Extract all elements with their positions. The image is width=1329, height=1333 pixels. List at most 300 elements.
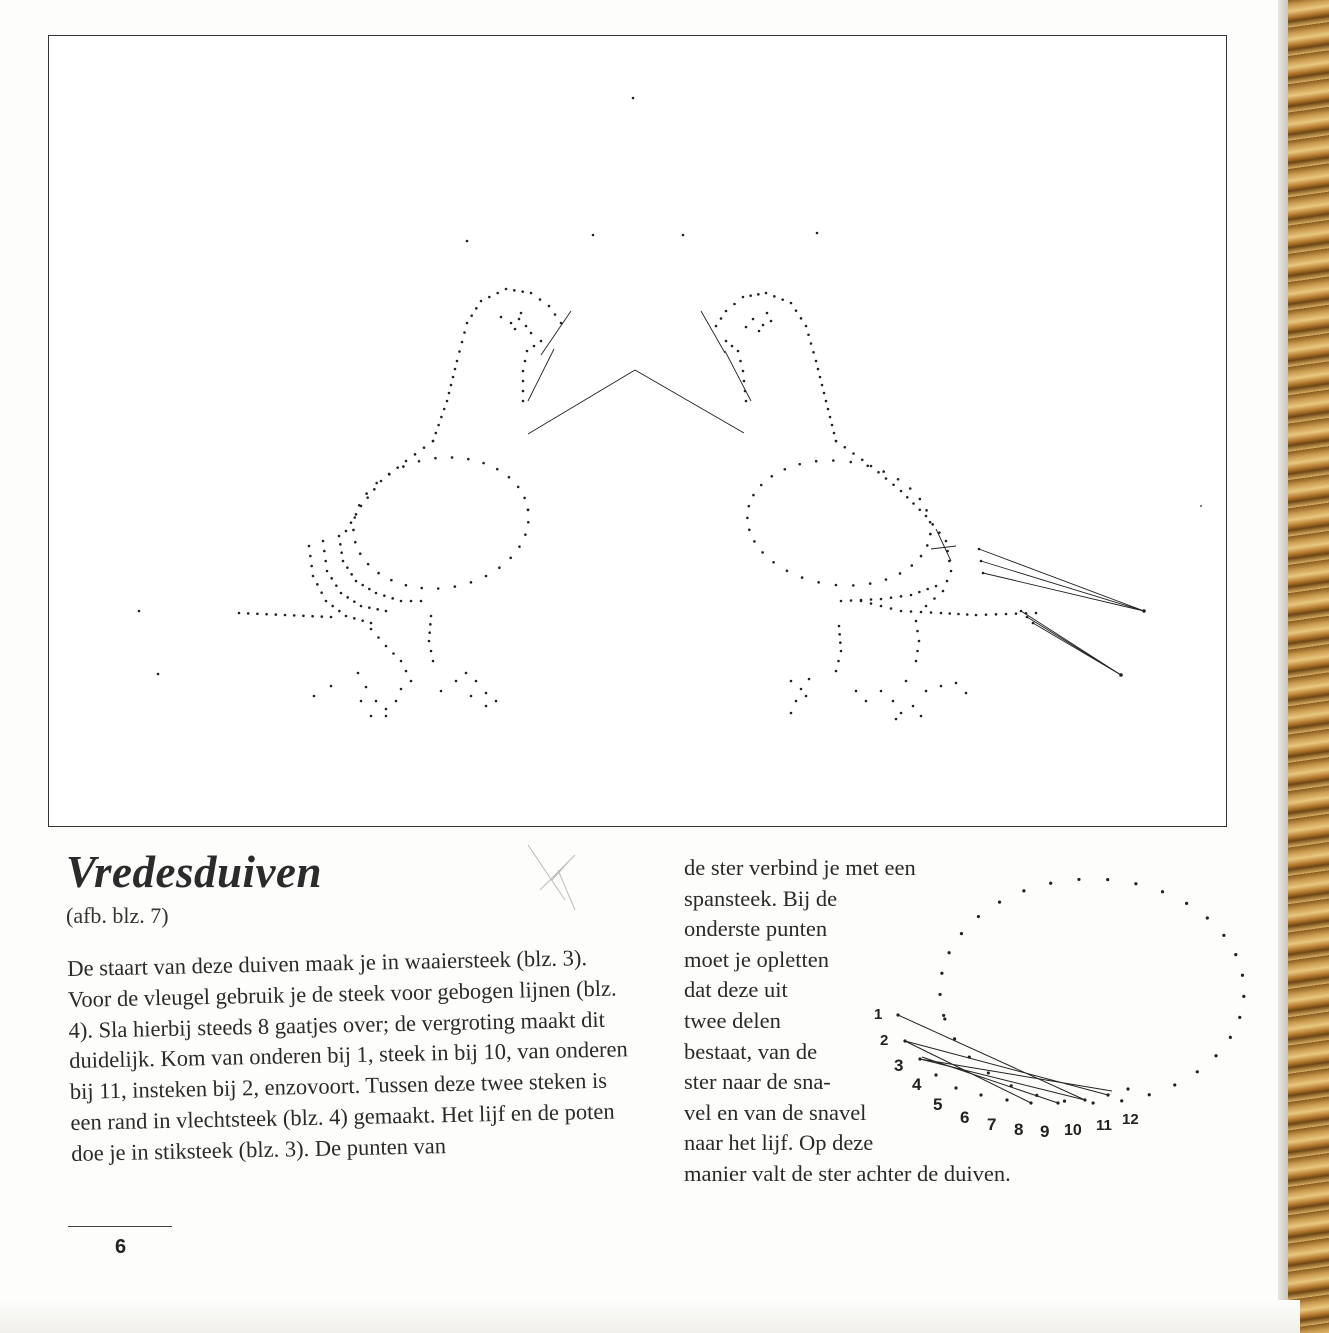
pattern-hole — [747, 505, 750, 508]
pattern-hole — [265, 613, 268, 616]
pattern-hole — [945, 540, 948, 543]
pattern-hole — [925, 509, 928, 512]
pattern-hole — [812, 351, 815, 354]
pattern-hole — [931, 523, 934, 526]
pattern-hole — [338, 610, 341, 613]
pattern-hole — [400, 660, 403, 663]
pattern-hole — [518, 318, 521, 321]
pattern-hole — [355, 580, 358, 583]
hole-number: 2 — [880, 1032, 889, 1049]
pattern-hole — [400, 688, 403, 691]
footer-rule — [68, 1226, 172, 1227]
pattern-hole — [946, 580, 949, 583]
straw-mat-background — [1284, 0, 1329, 1333]
pattern-hole — [330, 616, 333, 619]
pattern-hole — [410, 600, 413, 603]
diagram-hole — [938, 993, 941, 996]
page-bottom-edge — [0, 1300, 1300, 1333]
diagram-hole — [1214, 1054, 1217, 1057]
pattern-hole — [527, 521, 530, 524]
pattern-hole — [843, 446, 846, 449]
pattern-hole — [860, 599, 863, 602]
pattern-hole — [1200, 505, 1202, 507]
pattern-hole — [933, 597, 936, 600]
hole-number: 5 — [933, 1095, 943, 1114]
pattern-hole — [330, 685, 333, 688]
diagram-hole — [903, 1039, 906, 1042]
pattern-hole — [340, 551, 343, 554]
pattern-hole — [456, 360, 459, 363]
pattern-hole — [1032, 622, 1035, 625]
pattern-hole — [752, 494, 755, 497]
continued-line: dat deze uit — [684, 977, 788, 1003]
pattern-hole — [942, 590, 945, 593]
diagram-hole — [918, 1057, 921, 1060]
pattern-hole — [827, 408, 830, 411]
diagram-hole — [1242, 995, 1245, 998]
pattern-hole — [370, 715, 373, 718]
pattern-hole — [965, 692, 968, 695]
pattern-hole — [925, 515, 928, 518]
diagram-hole — [1206, 916, 1209, 919]
pattern-hole — [817, 368, 820, 371]
pattern-hole — [385, 610, 388, 613]
pattern-hole — [520, 312, 523, 315]
pattern-hole — [505, 288, 508, 291]
pattern-hole — [522, 400, 525, 403]
pattern-hole — [720, 317, 723, 320]
pattern-hole — [525, 325, 528, 328]
pattern-hole — [360, 505, 363, 508]
pattern-hole — [911, 564, 914, 567]
pattern-hole — [840, 650, 843, 653]
pattern-hole — [522, 380, 525, 383]
pattern-hole — [238, 612, 241, 615]
pattern-stitch — [725, 351, 751, 401]
pattern-hole — [452, 376, 455, 379]
diagram-hole — [1035, 1094, 1038, 1097]
pattern-hole — [895, 718, 898, 721]
pattern-hole — [783, 468, 786, 471]
pattern-hole — [470, 695, 473, 698]
pattern-hole — [312, 575, 315, 578]
pattern-hole — [870, 598, 873, 601]
pattern-hole — [514, 328, 517, 331]
pattern-hole — [388, 473, 391, 476]
pattern-hole — [437, 587, 440, 590]
diagram-hole — [1063, 1100, 1066, 1103]
pattern-hole — [340, 592, 343, 595]
pattern-hole — [370, 628, 373, 631]
pattern-hole — [752, 318, 755, 321]
diagram-hole — [948, 951, 951, 954]
pattern-hole — [760, 484, 763, 487]
pattern-hole — [508, 476, 511, 479]
hole-number: 9 — [1040, 1122, 1050, 1141]
pattern-hole — [861, 458, 864, 461]
pattern-hole — [761, 551, 764, 554]
pattern-hole — [925, 605, 928, 608]
pattern-hole — [905, 680, 908, 683]
pattern-hole — [770, 475, 773, 478]
diagram-hole — [1049, 882, 1052, 885]
diagram-stitch — [905, 1041, 1031, 1103]
diagram-hole — [1022, 889, 1025, 892]
article-title: Vredesduiven — [66, 847, 323, 897]
diagram-hole — [953, 1037, 956, 1040]
pattern-hole — [455, 680, 458, 683]
pattern-hole — [832, 459, 835, 462]
diagram-hole — [1229, 1036, 1232, 1039]
hole-number: 4 — [912, 1075, 922, 1094]
pattern-hole — [935, 585, 938, 588]
pattern-hole — [773, 295, 776, 298]
pattern-hole — [256, 613, 259, 616]
pattern-stitch — [936, 529, 951, 561]
pattern-hole — [825, 400, 828, 403]
instructions-paragraph: De staart van deze duiven maak je in waaiersteek (blz. 3). Voor de vleugel gebruik je de steek voor gebogen lijnen (blz. 4). Sla hierbij steeds 8 gaatjes over; de vergroting maakt dit duidelijk. Kom van onderen bij 1, steek in bij 10, van onderen bij 11, insteken bij 2, enzovoort. Tussen deze twee steken is een rand in vlechtsteek (blz. 4) gemaakt. Het lijf en de poten doe je in stiksteek (blz. 3). De punten van — [67, 945, 629, 1166]
hole-number: 3 — [894, 1056, 904, 1075]
pattern-hole — [950, 570, 953, 573]
diagram-stitch — [905, 1041, 1108, 1095]
pattern-hole — [800, 317, 803, 320]
pattern-hole — [335, 584, 338, 587]
pattern-hole — [926, 588, 929, 591]
pattern-hole — [485, 705, 488, 708]
pattern-hole — [880, 598, 883, 601]
pattern-hole — [869, 582, 872, 585]
pattern-hole — [346, 596, 349, 599]
pattern-hole — [526, 350, 529, 353]
pattern-hole — [835, 584, 838, 587]
pattern-hole — [435, 432, 438, 435]
pattern-hole — [350, 573, 353, 576]
pattern-hole — [725, 340, 728, 343]
pattern-hole — [762, 324, 765, 327]
pattern-hole — [753, 540, 756, 543]
wing-stitch-diagram — [860, 845, 1260, 1145]
pattern-hole — [855, 690, 858, 693]
pattern-hole — [821, 384, 824, 387]
diagram-hole — [979, 1093, 982, 1096]
pattern-hole — [308, 545, 311, 548]
pattern-hole — [770, 320, 773, 323]
diagram-hole — [960, 932, 963, 935]
pattern-hole — [392, 652, 395, 655]
pattern-stitch — [1033, 623, 1121, 675]
pattern-hole — [345, 615, 348, 618]
pattern-hole — [742, 296, 745, 299]
pattern-hole — [837, 660, 840, 663]
diagram-hole — [954, 1086, 957, 1089]
pattern-hole — [839, 641, 842, 644]
pattern-hole — [985, 613, 988, 616]
pattern-hole — [367, 563, 370, 566]
pattern-hole — [980, 560, 983, 563]
pattern-hole — [524, 360, 527, 363]
pattern-hole — [790, 680, 793, 683]
pattern-hole — [410, 680, 413, 683]
pattern-hole — [414, 453, 417, 456]
pattern-hole — [466, 240, 469, 243]
pattern-stitch — [528, 349, 554, 401]
pattern-hole — [321, 615, 324, 618]
pattern-hole — [521, 290, 524, 293]
pattern-hole — [451, 456, 454, 459]
pattern-hole — [465, 672, 468, 675]
pattern-hole — [833, 432, 836, 435]
pattern-hole — [912, 502, 915, 505]
diagram-hole — [977, 915, 980, 918]
pattern-hole — [385, 708, 388, 711]
pattern-hole — [385, 645, 388, 648]
pattern-hole — [742, 370, 745, 373]
pattern-hole — [539, 298, 542, 301]
pattern-hole — [530, 292, 533, 295]
pattern-hole — [838, 625, 841, 628]
pattern-hole — [829, 416, 832, 419]
pattern-hole — [798, 463, 801, 466]
pattern-hole — [870, 602, 873, 605]
pattern-hole — [909, 487, 912, 490]
pattern-hole — [284, 614, 287, 617]
pattern-stitch — [981, 561, 1144, 611]
pattern-hole — [975, 614, 978, 617]
pattern-hole — [527, 509, 530, 512]
pattern-hole — [743, 380, 746, 383]
pattern-hole — [548, 305, 551, 308]
pattern-hole — [302, 615, 305, 618]
pattern-hole — [454, 368, 457, 371]
pattern-hole — [325, 600, 328, 603]
pattern-hole — [929, 521, 932, 524]
pattern-hole — [899, 572, 902, 575]
hole-number: 1 — [874, 1006, 883, 1023]
pattern-hole — [918, 591, 921, 594]
pattern-hole — [870, 465, 873, 468]
pattern-hole — [835, 670, 838, 673]
diagram-hole — [1106, 1093, 1109, 1096]
pattern-hole — [852, 584, 855, 587]
pattern-hole — [353, 600, 356, 603]
pattern-hole — [746, 517, 749, 520]
pattern-hole — [554, 313, 557, 316]
pattern-hole — [915, 620, 918, 623]
pattern-hole — [737, 350, 740, 353]
pattern-hole — [1026, 616, 1029, 619]
continued-line: ster naar de sna- — [684, 1069, 831, 1095]
pattern-hole — [880, 690, 883, 693]
pattern-hole — [781, 298, 784, 301]
diagram-hole — [1134, 882, 1137, 885]
pattern-hole — [485, 575, 488, 578]
pattern-hole — [920, 611, 923, 614]
diagram-stitch — [920, 1059, 1112, 1091]
pattern-hole — [885, 578, 888, 581]
pattern-hole — [1119, 673, 1123, 677]
pattern-hole — [437, 424, 440, 427]
pattern-hole — [523, 497, 526, 500]
diagram-hole — [1241, 974, 1244, 977]
pattern-hole — [560, 322, 563, 325]
pattern-hole — [359, 552, 362, 555]
pattern-hole — [331, 605, 334, 608]
diagram-hole — [1161, 890, 1164, 893]
pattern-hole — [838, 633, 841, 636]
diagram-hole — [1234, 953, 1237, 956]
pattern-hole — [835, 440, 838, 443]
pattern-hole — [807, 333, 810, 336]
pattern-hole — [500, 316, 503, 319]
pattern-hole — [432, 440, 435, 443]
pattern-hole — [995, 613, 998, 616]
pricking-pattern-frame — [48, 35, 1227, 827]
pattern-hole — [376, 608, 379, 611]
pattern-hole — [345, 530, 348, 533]
pattern-hole — [432, 660, 435, 663]
pattern-hole — [801, 576, 804, 579]
hole-number: 8 — [1014, 1120, 1024, 1139]
pattern-hole — [396, 466, 399, 469]
hole-number: 6 — [960, 1108, 970, 1127]
pattern-hole — [360, 700, 363, 703]
pattern-hole — [966, 613, 969, 616]
pattern-hole — [423, 446, 426, 449]
pattern-hole — [395, 700, 398, 703]
pattern-hole — [920, 555, 923, 558]
pattern-hole — [955, 682, 958, 685]
pattern-hole — [948, 612, 951, 615]
pattern-hole — [744, 390, 747, 393]
pattern-hole — [772, 561, 775, 564]
pattern-hole — [940, 612, 943, 615]
pattern-hole — [370, 622, 373, 625]
pattern-hole — [524, 533, 527, 536]
pattern-hole — [375, 482, 378, 485]
pattern-hole — [470, 314, 473, 317]
pattern-stitch — [635, 370, 744, 433]
pattern-hole — [322, 540, 325, 543]
pattern-hole — [916, 650, 919, 653]
pattern-hole — [448, 392, 451, 395]
pattern-hole — [890, 596, 893, 599]
pattern-hole — [385, 715, 388, 718]
pattern-hole — [463, 331, 466, 334]
hole-number: 11 — [1096, 1117, 1112, 1134]
pattern-hole — [918, 508, 921, 511]
pattern-hole — [926, 544, 929, 547]
pattern-hole — [320, 591, 323, 594]
pattern-hole — [831, 424, 834, 427]
pattern-hole — [912, 705, 915, 708]
pattern-stitch — [528, 370, 635, 434]
pencil-cross-mark — [520, 840, 590, 915]
pattern-hole — [434, 457, 437, 460]
pattern-hole — [498, 566, 501, 569]
article-subtitle: (afb. blz. 7) — [66, 903, 169, 928]
pattern-hole — [739, 360, 742, 363]
pattern-hole — [418, 460, 421, 463]
pattern-hole — [925, 690, 928, 693]
diagram-hole — [942, 1014, 945, 1017]
pattern-hole — [373, 488, 376, 491]
pattern-stitch — [541, 311, 571, 355]
diagram-hole — [1005, 1098, 1008, 1101]
pattern-hole — [138, 610, 141, 613]
pattern-hole — [509, 557, 512, 560]
pattern-hole — [390, 579, 393, 582]
pattern-hole — [919, 498, 922, 501]
pattern-hole — [890, 607, 893, 610]
pattern-hole — [982, 572, 985, 575]
pattern-hole — [309, 555, 312, 558]
pattern-hole — [377, 572, 380, 575]
diagram-hole — [1126, 1087, 1129, 1090]
pattern-hole — [402, 465, 405, 468]
pattern-hole — [786, 570, 789, 573]
continued-line: moet je opletten — [684, 946, 829, 972]
pattern-hole — [682, 234, 685, 237]
pattern-hole — [758, 330, 761, 333]
pattern-hole — [748, 528, 751, 531]
pattern-hole — [355, 513, 358, 516]
pattern-hole — [865, 700, 868, 703]
pattern-hole — [323, 550, 326, 553]
pattern-hole — [810, 342, 813, 345]
diagram-stitch — [898, 1015, 1085, 1100]
pattern-hole — [405, 670, 408, 673]
pattern-hole — [790, 302, 793, 305]
pattern-hole — [823, 392, 826, 395]
pattern-hole — [368, 588, 371, 591]
pattern-hole — [745, 400, 748, 403]
pattern-hole — [443, 408, 446, 411]
pattern-hole — [517, 486, 520, 489]
diagram-hole — [896, 1013, 899, 1016]
pattern-hole — [850, 599, 853, 602]
pattern-hole — [940, 685, 943, 688]
diagram-hole — [1029, 1101, 1032, 1104]
pattern-hole — [440, 690, 443, 693]
pattern-hole — [920, 715, 923, 718]
pattern-hole — [725, 310, 728, 313]
diagram-hole — [943, 1017, 946, 1020]
pattern-hole — [518, 545, 521, 548]
diagram-hole — [1083, 1098, 1086, 1101]
pattern-hole — [930, 611, 933, 614]
diagram-hole — [998, 901, 1001, 904]
pattern-hole — [840, 600, 843, 603]
pattern-hole — [482, 462, 485, 465]
diagram-hole — [1120, 1099, 1123, 1102]
pattern-hole — [375, 700, 378, 703]
pattern-hole — [324, 560, 327, 563]
pattern-hole — [522, 390, 525, 393]
diagram-hole — [1010, 1084, 1013, 1087]
pattern-hole — [957, 613, 960, 616]
pattern-hole — [510, 322, 513, 325]
diagram-hole — [1106, 878, 1109, 881]
diagram-hole — [987, 1071, 990, 1074]
diagram-hole — [1238, 1016, 1241, 1019]
pattern-hole — [731, 345, 734, 348]
pattern-hole — [361, 619, 364, 622]
pattern-hole — [342, 560, 345, 563]
continued-line: manier valt de ster achter de duiven. — [684, 1160, 1011, 1186]
pattern-hole — [375, 592, 378, 595]
diagram-hole — [968, 1055, 971, 1058]
pattern-hole — [311, 615, 314, 618]
